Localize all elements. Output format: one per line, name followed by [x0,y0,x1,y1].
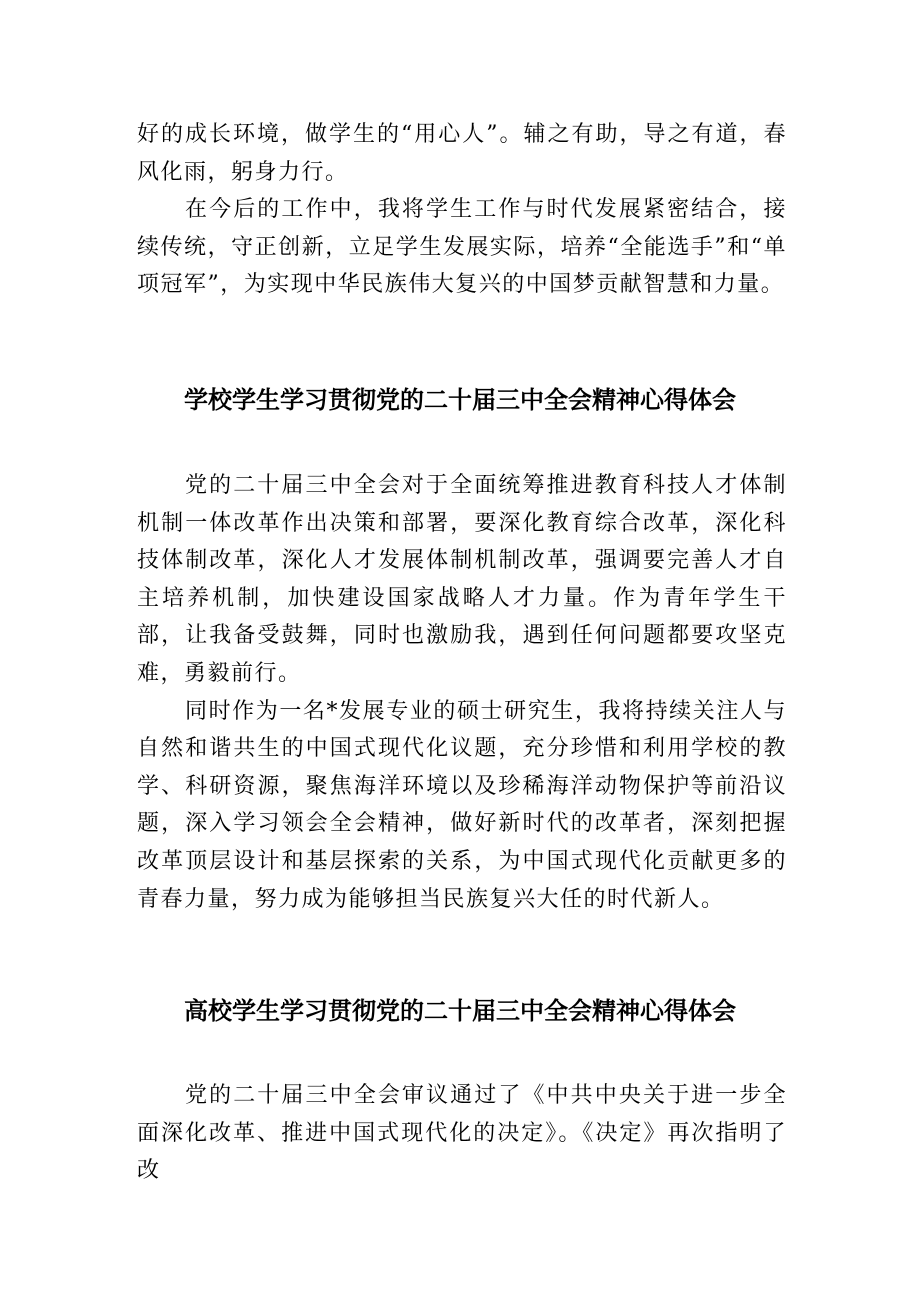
section-title: 高校学生学习贯彻党的二十届三中全会精神心得体会 [184,997,736,1025]
paragraph: 在今后的工作中，我将学生工作与时代发展紧密结合，接续传统，守正创新，立足学生发展实际，培养“全能选手”和“单项冠军”，为实现中华民族伟大复兴的中国梦贡献智慧和力量。 [137,197,787,298]
paragraph: 党的二十届三中全会审议通过了《中共中央关于进一步全面深化改革、推进中国式现代化的决定》。《决定》再次指明了改 [137,1083,787,1184]
paragraph: 好的成长环境，做学生的“用心人”。辅之有助，导之有道，春风化雨，躬身力行。 [137,122,787,185]
section-2-body [137,467,787,918]
section-3-body [137,1077,787,1190]
section-1-body [137,116,787,304]
section-title: 学校学生学习贯彻党的二十届三中全会精神心得体会 [184,386,736,414]
paragraph: 党的二十届三中全会对于全面统筹推进教育科技人才体制机制一体改革作出决策和部署，要深化教育综合改革，深化科技体制改革，深化人才发展体制机制改革，强调要完善人才自主培养机制，加快建设国家战略人才力量。作为青年学生干部，让我备受鼓舞，同时也激励我，遇到任何问题都要攻坚克难，勇毅前行。 [137,473,787,686]
paragraph: 同时作为一名*发展专业的硕士研究生，我将持续关注人与自然和谐共生的中国式现代化议题，充分珍惜和利用学校的教学、科研资源，聚焦海洋环境以及珍稀海洋动物保护等前沿议题，深入学习领会全会精神，做好新时代的改革者，深刻把握改革顶层设计和基层探索的关系，为中国式现代化贡献更多的青春力量，努力成为能够担当民族复兴大任的时代新人。 [137,698,787,912]
